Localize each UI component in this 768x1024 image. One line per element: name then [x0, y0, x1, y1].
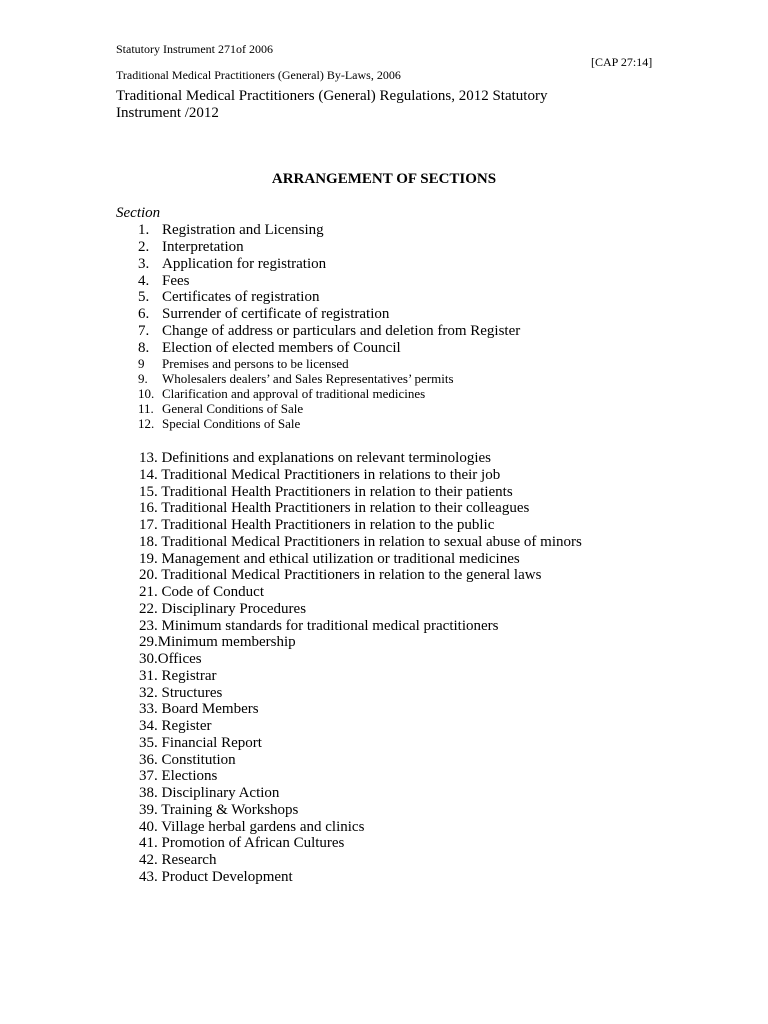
section-list-item: 15. Traditional Health Practitioners in relation to their patients — [139, 484, 513, 500]
section-list-item: 23. Minimum standards for traditional medical practitioners — [139, 618, 499, 634]
section-list-item: 42. Research — [139, 852, 217, 868]
section-title: Certificates of registration — [162, 289, 320, 305]
section-number: 3. — [138, 256, 150, 272]
section-list-item: 38. Disciplinary Action — [139, 785, 280, 801]
section-title: Interpretation — [162, 239, 244, 255]
section-list-item: 20. Traditional Medical Practitioners in relation to the general laws — [139, 567, 542, 583]
section-list-item: 37. Elections — [139, 768, 218, 784]
section-number: 5. — [138, 289, 150, 305]
section-list-item: 21. Code of Conduct — [139, 584, 264, 600]
bylaws-line: Traditional Medical Practitioners (General) By-Laws, 2006 — [116, 68, 401, 82]
section-list-item: 35. Financial Report — [139, 735, 262, 751]
section-list-item: 33. Board Members — [139, 701, 259, 717]
section-number: 9 — [138, 356, 145, 371]
section-list-item: 19. Management and ethical utilization or traditional medicines — [139, 551, 520, 567]
section-list-item: 32. Structures — [139, 685, 223, 701]
arrangement-heading: ARRANGEMENT OF SECTIONS — [271, 171, 497, 187]
section-title: Special Conditions of Sale — [162, 416, 301, 431]
document-title: Traditional Medical Practitioners (General) Regulations, 2012 Statutory Instrument /2012 — [116, 88, 548, 121]
section-list-item: 41. Promotion of African Cultures — [139, 835, 345, 851]
section-title: Surrender of certificate of registration — [162, 306, 390, 322]
section-number: 9. — [138, 371, 148, 386]
section-list-item: 29.Minimum membership — [139, 634, 296, 650]
section-title: Wholesalers dealers’ and Sales Representatives’ permits — [162, 371, 454, 386]
statutory-instrument-line: Statutory Instrument 271of 2006 — [116, 42, 273, 56]
section-title: Fees — [162, 273, 190, 289]
section-title: Registration and Licensing — [162, 222, 324, 238]
section-title: General Conditions of Sale — [162, 401, 304, 416]
section-list-item: 22. Disciplinary Procedures — [139, 601, 307, 617]
section-list-item: 31. Registrar — [139, 668, 217, 684]
section-list-item: 39. Training & Workshops — [139, 802, 299, 818]
section-number: 2. — [138, 239, 150, 255]
section-title: Application for registration — [162, 256, 327, 272]
section-list-item: 14. Traditional Medical Practitioners in relations to their job — [139, 467, 501, 483]
section-list-item: 34. Register — [139, 718, 212, 734]
section-number: 12. — [138, 416, 155, 431]
section-list-item: 17. Traditional Health Practitioners in relation to the public — [139, 517, 495, 533]
section-list-item: 40. Village herbal gardens and clinics — [139, 819, 365, 835]
section-number: 10. — [138, 386, 155, 401]
section-list-item: 30.Offices — [139, 651, 202, 667]
section-number: 8. — [138, 340, 150, 356]
section-title: Election of elected members of Council — [162, 340, 401, 356]
section-list-item: 16. Traditional Health Practitioners in relation to their colleagues — [139, 500, 530, 516]
section-list-item: 36. Constitution — [139, 752, 236, 768]
cap-reference: [CAP 27:14] — [591, 55, 653, 69]
section-number: 4. — [138, 273, 150, 289]
section-list-item: 43. Product Development — [139, 869, 293, 885]
section-title: Clarification and approval of traditional medicines — [162, 386, 426, 401]
section-title: Premises and persons to be licensed — [162, 356, 349, 371]
section-title: Change of address or particulars and deletion from Register — [162, 323, 521, 339]
section-number: 11. — [138, 401, 154, 416]
section-number: 6. — [138, 306, 150, 322]
section-number: 7. — [138, 323, 150, 339]
section-number: 1. — [138, 222, 150, 238]
section-label: Section — [116, 205, 161, 221]
section-list-item: 13. Definitions and explanations on relevant terminologies — [139, 450, 492, 466]
section-list-item: 18. Traditional Medical Practitioners in relation to sexual abuse of minors — [139, 534, 582, 550]
